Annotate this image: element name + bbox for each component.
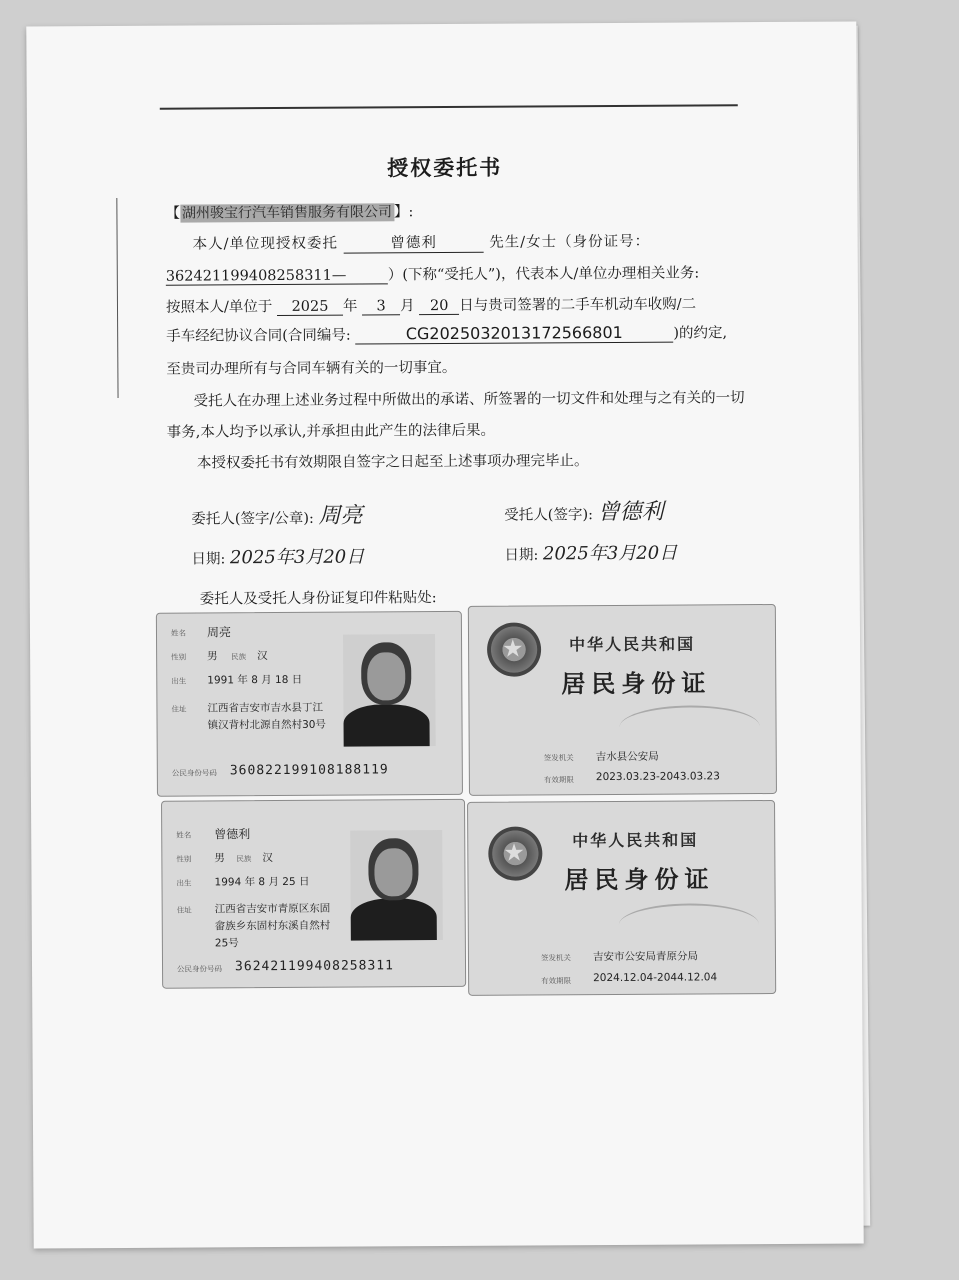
authorization-line-1: 本人/单位现授权委托 曾德利 先生/女士（身份证号： (193, 230, 651, 255)
principal-id-number: 360822199108188119 (229, 762, 389, 779)
header-rule (160, 104, 738, 110)
paragraph-2-line-2: 事务,本人均予以承认,并承担由此产生的法律后果。 (166, 422, 496, 441)
agent-name-field: 曾德利 (344, 231, 484, 254)
agent-signature: 曾德利 (597, 499, 664, 526)
principal-name: 周亮 (206, 625, 232, 640)
principal-id-front: 姓名 周亮 性别 男 民族 汉 出生 1991 年 8 月 18 日 住址 江西省吉安市吉水县丁江 镇汉背村北源自然村30号 公民身份号码 360822199108188119 (156, 611, 463, 797)
id-paste-label: 委托人及受托人身份证复印件粘贴处: (199, 590, 437, 608)
principal-valid: 2023.03.23-2043.03.23 (595, 770, 720, 784)
national-emblem-icon: ★ (487, 622, 541, 676)
principal-ethnic: 汉 (257, 650, 268, 663)
agent-date-label: 日期: (504, 547, 539, 564)
authorization-letter-page (26, 21, 863, 1248)
agent-id-field: 362421199408258311— (166, 267, 388, 285)
principal-address-1: 江西省吉安市吉水县丁江 (207, 701, 323, 715)
company-name: 湖州骏宝行汽车销售服务有限公司 (180, 203, 394, 222)
principal-signature: 周亮 (318, 503, 363, 529)
sign-month-field: 3 (362, 298, 400, 315)
agent-date: 2025年3月20日 (542, 542, 678, 565)
agent-id-front: 姓名 曾德利 性别 男 民族 汉 出生 1994 年 8 月 25 日 住址 江西省吉安市青原区东固 畲族乡东固村东溪自然村 25号 公民身份号码 362421199408258311 (161, 799, 466, 989)
contract-number-field: CG2025032013172566801 (355, 323, 673, 345)
authorization-line-4: 手车经纪协议合同(合同编号: CG2025032013172566801 )的约定, (166, 322, 728, 345)
agent-signature-block (504, 495, 664, 527)
agent-date-block (504, 539, 677, 566)
principal-date: 2025年3月20日 (229, 546, 365, 569)
sign-day-field: 20 (419, 298, 459, 315)
principal-issuer: 吉水县公安局 (595, 750, 659, 764)
document-title: 授权委托书 (387, 154, 503, 181)
agent-valid: 2024.12.04-2044.12.04 (593, 971, 718, 985)
principal-signature-label: 委托人(签字/公章): (191, 510, 314, 528)
principal-sex: 男 (207, 650, 218, 663)
company-line: 【 湖州骏宝行汽车销售服务有限公司 】: (165, 204, 414, 222)
agent-issuer: 吉安市公安局青原分局 (592, 950, 699, 964)
national-emblem-icon: ★ (488, 826, 542, 880)
principal-date-block (191, 542, 364, 569)
principal-signature-block (191, 499, 362, 531)
paragraph-2-line-1: 受托人在办理上述业务过程中所做出的承诺、所签署的一切文件和处理与之有关的一切 (193, 390, 745, 410)
great-wall-graphic (619, 705, 759, 748)
authorization-line-5: 至贵司办理所有与合同车辆有关的一切事宜。 (166, 359, 457, 378)
great-wall-graphic (619, 903, 759, 946)
agent-address-2: 畲族乡东固村东溪自然村 (214, 919, 331, 933)
agent-sex: 男 (214, 852, 225, 865)
principal-id-back: ★ 中华人民共和国 居民身份证 签发机关 吉水县公安局 有效期限 2023.03.23-2043.03.23 (468, 604, 777, 796)
agent-id-number: 362421199408258311 (234, 958, 394, 975)
margin-mark (116, 198, 118, 398)
agent-id-back: ★ 中华人民共和国 居民身份证 签发机关 吉安市公安局青原分局 有效期限 2024.12.04-2044.12.04 (467, 800, 776, 996)
principal-date-label: 日期: (191, 551, 226, 568)
agent-address-3: 25号 (214, 937, 239, 950)
agent-signature-label: 受托人(签字): (504, 507, 594, 524)
agent-name: 曾德利 (214, 827, 251, 842)
principal-photo (343, 634, 436, 747)
principal-address-2: 镇汉背村北源自然村30号 (207, 718, 326, 732)
agent-address-1: 江西省吉安市青原区东固 (214, 902, 331, 916)
paragraph-3: 本授权委托书有效期限自签字之日起至上述事项办理完毕止。 (196, 453, 589, 472)
agent-ethnic: 汉 (262, 852, 273, 865)
sign-year-field: 2025 (277, 299, 343, 316)
authorization-line-2: 362421199408258311— ）(下称“受托人”)，代表本人/单位办理相关业务: (165, 265, 700, 285)
agent-photo (350, 830, 443, 941)
principal-birth: 1991 年 8 月 18 日 (207, 673, 303, 687)
authorization-line-3: 按照本人/单位于 2025 年 3 月 20 日与贵司签署的二手车机动车收购/二 (165, 296, 697, 316)
agent-birth: 1994 年 8 月 25 日 (214, 875, 310, 889)
